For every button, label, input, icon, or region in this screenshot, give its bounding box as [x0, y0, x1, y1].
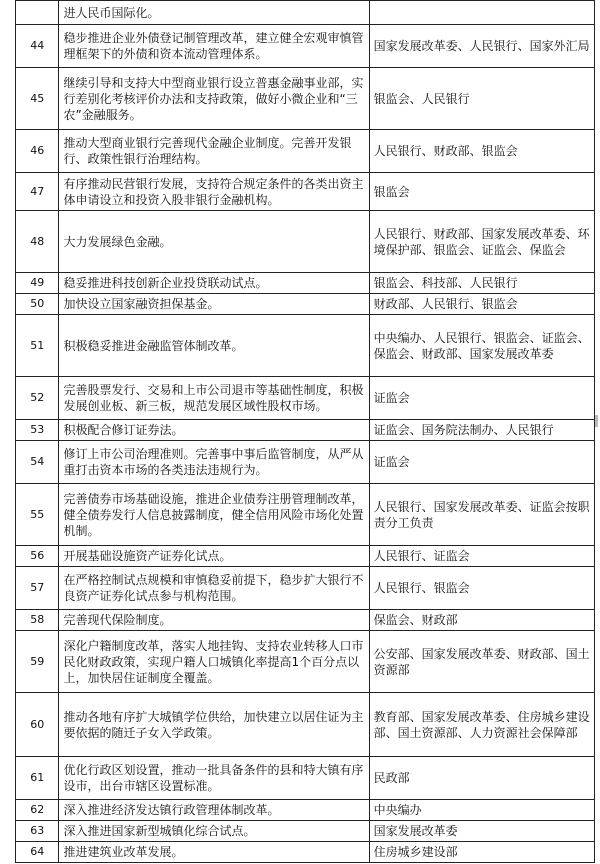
- department-cell: 国家发展改革委、人民银行、国家外汇局: [369, 25, 594, 68]
- task-cell: 推进建筑业改革发展。: [59, 842, 369, 863]
- table-row: [16, 25, 595, 68]
- task-cell: 推动大型商业银行完善现代金融企业制度。完善开发银行、政策性银行治理结构。: [59, 130, 369, 173]
- task-cell: 完善债券市场基础设施，推进企业债券注册管理制改革，健全债券发行人信息披露制度，健全信用风险市场化处置机制。: [59, 484, 369, 546]
- table-row: [16, 693, 595, 757]
- table-row: [16, 842, 595, 863]
- row-number: 59: [16, 631, 59, 693]
- task-cell: 深化户籍制度改革，落实人地挂钩、支持农业转移人口市民化财政政策，实现户籍人口城镇化率提高1个百分点以上，加快居住证制度全覆盖。: [59, 631, 369, 693]
- policy-task-table: [15, 0, 595, 863]
- row-number: 54: [16, 441, 59, 484]
- task-cell: 开展基础设施资产证券化试点。: [59, 546, 369, 567]
- row-number: 57: [16, 567, 59, 610]
- department-cell: 银监会、人民银行: [369, 68, 594, 130]
- table-row: [16, 484, 595, 546]
- table-row: [16, 610, 595, 631]
- row-number: 49: [16, 273, 59, 294]
- row-number: 44: [16, 25, 59, 68]
- table-row: [16, 546, 595, 567]
- task-cell: 积极稳妥推进金融监管体制改革。: [59, 315, 369, 377]
- department-cell: 人民银行、国家发展改革委、证监会按职责分工负责: [369, 484, 594, 546]
- table-row: [16, 800, 595, 821]
- scroll-marker: [595, 415, 598, 427]
- department-cell: 财政部、人民银行、银监会: [369, 294, 594, 315]
- table-row: [16, 420, 595, 441]
- task-cell: 稳妥推进科技创新企业投贷联动试点。: [59, 273, 369, 294]
- table-row: [16, 315, 595, 377]
- task-cell: 继续引导和支持大中型商业银行设立普惠金融事业部，实行差别化考核评价办法和支持政策，做好小微企业和“三农”金融服务。: [59, 68, 369, 130]
- row-number: 48: [16, 211, 59, 273]
- table-row: [16, 441, 595, 484]
- department-cell: 民政部: [369, 757, 594, 800]
- row-number: 64: [16, 842, 59, 863]
- table-row: [16, 567, 595, 610]
- row-number: 46: [16, 130, 59, 173]
- task-cell: 有序推动民营银行发展，支持符合规定条件的各类出资主体申请设立和投资入股非银行金融机构。: [59, 173, 369, 211]
- table-row: [16, 273, 595, 294]
- department-cell: 银监会、科技部、人民银行: [369, 273, 594, 294]
- row-number: 45: [16, 68, 59, 130]
- department-cell: 保监会、财政部: [369, 610, 594, 631]
- task-cell: 修订上市公司治理准则。完善事中事后监管制度，从严从重打击资本市场的各类违法违规行为。: [59, 441, 369, 484]
- department-cell: 人民银行、财政部、国家发展改革委、环境保护部、银监会、证监会、保监会: [369, 211, 594, 273]
- department-cell: 中央编办、人民银行、银监会、证监会、保监会、财政部、国家发展改革委: [369, 315, 594, 377]
- row-number: 61: [16, 757, 59, 800]
- task-cell: 加快设立国家融资担保基金。: [59, 294, 369, 315]
- task-cell: 进人民币国际化。: [59, 1, 369, 25]
- task-cell: 深入推进国家新型城镇化综合试点。: [59, 821, 369, 842]
- table-row: [16, 821, 595, 842]
- department-cell: 人民银行、财政部、银监会: [369, 130, 594, 173]
- table-row: [16, 173, 595, 211]
- row-number: 60: [16, 693, 59, 757]
- task-cell: 优化行政区划设置，推动一批具备条件的县和特大镇有序设市，出台市辖区设置标准。: [59, 757, 369, 800]
- task-cell: 在严格控制试点规模和审慎稳妥前提下，稳步扩大银行不良资产证券化试点参与机构范围。: [59, 567, 369, 610]
- row-number: 50: [16, 294, 59, 315]
- department-cell: 证监会、国务院法制办、人民银行: [369, 420, 594, 441]
- row-number: 58: [16, 610, 59, 631]
- task-cell: 积极配合修订证券法。: [59, 420, 369, 441]
- row-number: 52: [16, 377, 59, 420]
- department-cell: 证监会: [369, 441, 594, 484]
- table-body: [16, 1, 595, 863]
- task-cell: 完善现代保险制度。: [59, 610, 369, 631]
- department-cell: 银监会: [369, 173, 594, 211]
- department-cell: 教育部、国家发展改革委、住房城乡建设部、国土资源部、人力资源社会保障部: [369, 693, 594, 757]
- task-cell: 大力发展绿色金融。: [59, 211, 369, 273]
- row-number: 53: [16, 420, 59, 441]
- row-number: 55: [16, 484, 59, 546]
- department-cell: 住房城乡建设部: [369, 842, 594, 863]
- task-cell: 推动各地有序扩大城镇学位供给，加快建立以居住证为主要依据的随迁子女入学政策。: [59, 693, 369, 757]
- table-row: [16, 211, 595, 273]
- department-cell: 人民银行、证监会: [369, 546, 594, 567]
- task-cell: 深入推进经济发达镇行政管理体制改革。: [59, 800, 369, 821]
- department-cell: 人民银行、银监会: [369, 567, 594, 610]
- task-cell: 完善股票发行、交易和上市公司退市等基础性制度，积极发展创业板、新三板，规范发展区域性股权市场。: [59, 377, 369, 420]
- table-row: [16, 377, 595, 420]
- row-number: 62: [16, 800, 59, 821]
- task-cell: 稳步推进企业外债登记制管理改革，建立健全宏观审慎管理框架下的外债和资本流动管理体系。: [59, 25, 369, 68]
- table-row: [16, 757, 595, 800]
- row-number: 63: [16, 821, 59, 842]
- table-row: [16, 294, 595, 315]
- department-cell: 公安部、国家发展改革委、财政部、国土资源部: [369, 631, 594, 693]
- table-row: [16, 130, 595, 173]
- department-cell: 证监会: [369, 377, 594, 420]
- table-row: [16, 1, 595, 25]
- row-number: 56: [16, 546, 59, 567]
- department-cell: 国家发展改革委: [369, 821, 594, 842]
- table-row: [16, 68, 595, 130]
- department-cell: [369, 1, 594, 25]
- department-cell: 中央编办: [369, 800, 594, 821]
- row-number: [16, 1, 59, 25]
- table-row: [16, 631, 595, 693]
- row-number: 47: [16, 173, 59, 211]
- row-number: 51: [16, 315, 59, 377]
